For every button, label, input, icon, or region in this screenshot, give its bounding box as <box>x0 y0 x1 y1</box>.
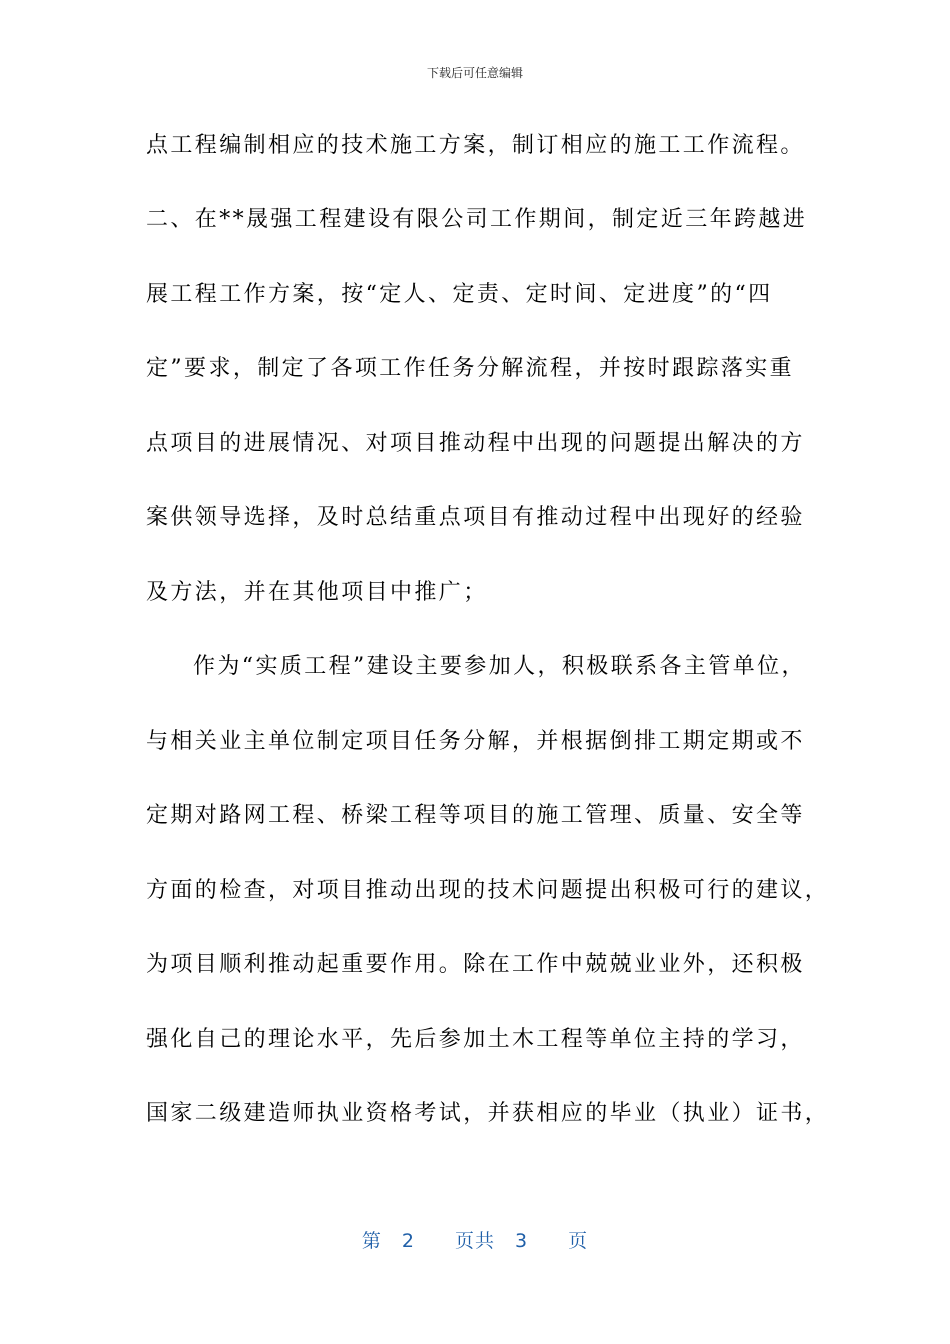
text-line: 定”要求，制定了各项工作任务分解流程，并按时跟踪落实重 <box>146 356 795 381</box>
total-pages-number: 3 <box>515 1230 529 1252</box>
footer-prefix: 第 <box>361 1230 382 1252</box>
current-page-number: 2 <box>401 1230 415 1252</box>
text-line: 二、在**晟强工程建设有限公司工作期间，制定近三年跨越进 <box>146 207 808 232</box>
text-line: 展工程工作方案，按“定人、定责、定时间、定进度”的“四 <box>146 282 773 307</box>
text-line: 为项目顺利推动起重要作用。除在工作中兢兢业业外，还积极 <box>146 952 805 977</box>
footer-suffix: 页 <box>568 1230 589 1252</box>
text-line: 及方法，并在其他项目中推广； <box>146 580 488 605</box>
page-number-footer <box>0 1226 950 1253</box>
text-line: 强化自己的理论水平，先后参加土木工程等单位主持的学习， <box>146 1027 805 1052</box>
footer-middle: 页共 <box>454 1230 495 1252</box>
text-line: 国家二级建造师执业资格考试，并获相应的毕业（执业）证书， <box>146 1101 830 1126</box>
text-line: 与相关业主单位制定项目任务分解，并根据倒排工期定期或不 <box>146 729 805 754</box>
text-line: 点工程编制相应的技术施工方案，制订相应的施工工作流程。 <box>146 133 805 158</box>
text-line: 点项目的进展情况、对项目推动程中出现的问题提出解决的方 <box>146 431 805 456</box>
text-line: 定期对路网工程、桥梁工程等项目的施工管理、质量、安全等 <box>146 803 805 828</box>
header-note: 下载后可任意编辑 <box>426 66 523 80</box>
text-line: 方面的检查，对项目推动出现的技术问题提出积极可行的建议， <box>146 878 830 903</box>
text-line: 案供领导选择，及时总结重点项目有推动过程中出现好的经验 <box>146 505 805 530</box>
text-line-indented: 作为“实质工程”建设主要参加人，积极联系各主管单位， <box>193 654 806 679</box>
